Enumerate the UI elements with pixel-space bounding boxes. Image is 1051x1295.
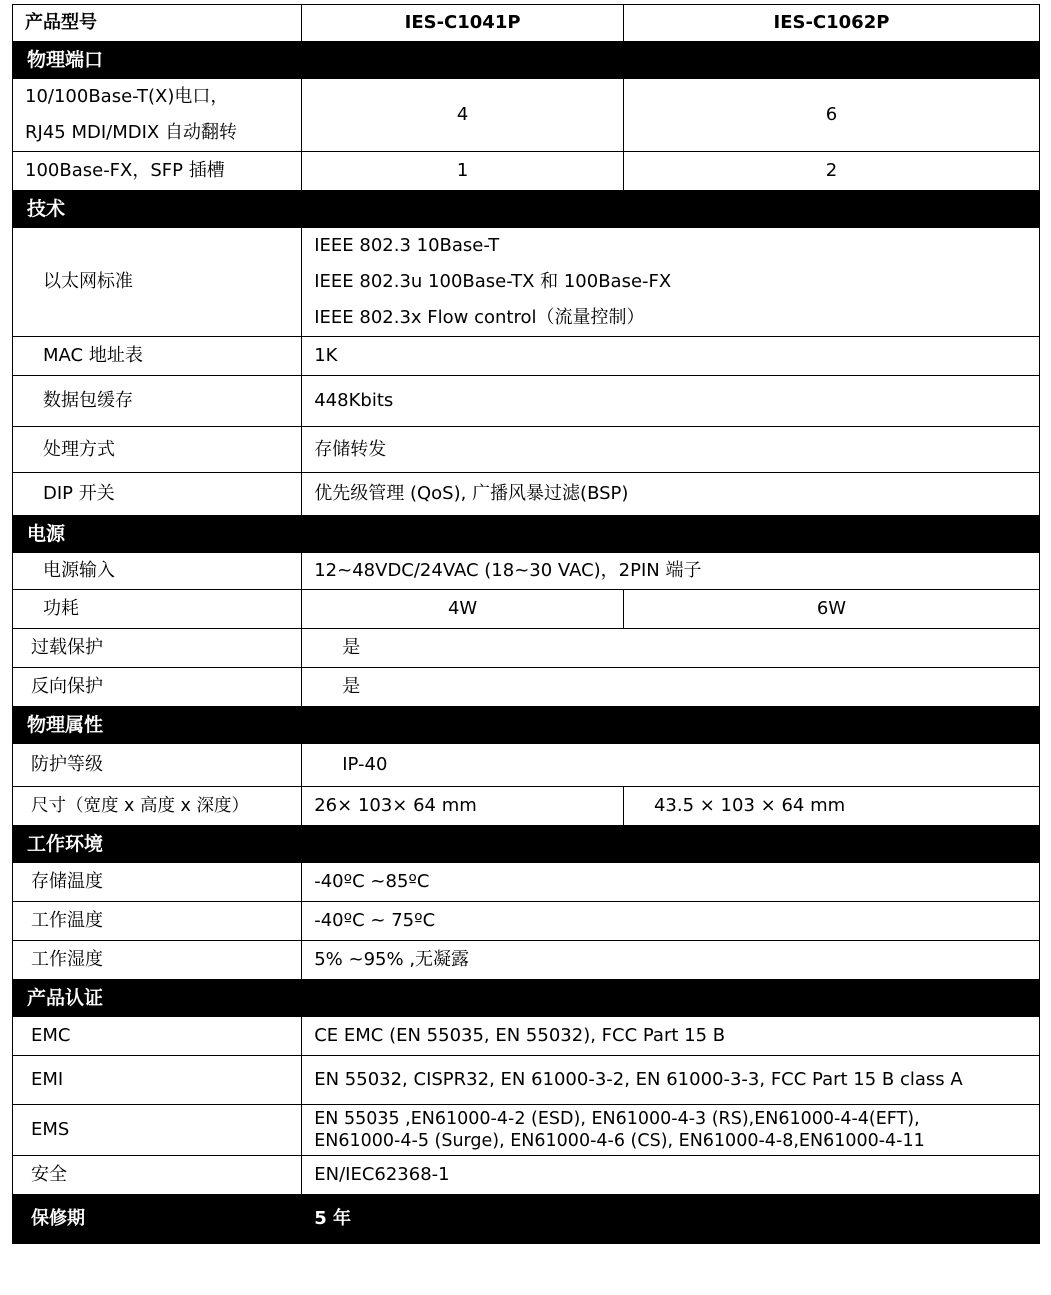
ip-rating-value: IP-40	[302, 744, 1040, 787]
ethernet-standard-label: 以太网标准	[13, 228, 302, 337]
sfp-slots-b: 2	[623, 152, 1039, 191]
dip-switch-value: 优先级管理 (QoS), 广播风暴过滤(BSP)	[302, 473, 1040, 516]
ethernet-standard-line: IEEE 802.3x Flow control（流量控制）	[314, 307, 645, 328]
ethernet-standard-line: IEEE 802.3 10Base-T	[314, 235, 500, 256]
row-dip-switch	[13, 473, 1040, 516]
row-reverse	[13, 668, 1040, 707]
reverse-label: 反向保护	[13, 668, 302, 707]
processing-value: 存储转发	[302, 427, 1040, 473]
warranty-value: 5 年	[302, 1195, 1040, 1244]
section-title: 物理端口	[13, 42, 1040, 79]
processing-label: 处理方式	[13, 427, 302, 473]
ems-value	[302, 1105, 1040, 1156]
storage-temp-value: -40ºC ~85ºC	[302, 863, 1040, 902]
emi-value: EN 55032, CISPR32, EN 61000-3-2, EN 61000-3-3, FCC Part 15 B class A	[302, 1056, 1040, 1105]
power-consumption-b: 6W	[623, 590, 1039, 629]
power-input-label: 电源输入	[13, 553, 302, 590]
storage-temp-label: 存储温度	[13, 863, 302, 902]
safety-value: EN/IEC62368-1	[302, 1156, 1040, 1195]
section-title: 工作环境	[13, 826, 1040, 863]
humidity-label: 工作湿度	[13, 941, 302, 980]
operating-temp-label: 工作温度	[13, 902, 302, 941]
ethernet-standard-value	[302, 228, 1040, 337]
row-dimensions	[13, 787, 1040, 826]
row-packet-buffer	[13, 376, 1040, 427]
emc-label: EMC	[13, 1017, 302, 1056]
section-certification	[13, 980, 1040, 1017]
row-ip-rating	[13, 744, 1040, 787]
reverse-value: 是	[302, 668, 1040, 707]
row-safety	[13, 1156, 1040, 1195]
power-input-value: 12~48VDC/24VAC (18~30 VAC)，2PIN 端子	[302, 553, 1040, 590]
mac-table-value: 1K	[302, 337, 1040, 376]
section-environment	[13, 826, 1040, 863]
section-title: 物理属性	[13, 707, 1040, 744]
row-warranty	[13, 1195, 1040, 1244]
model-b: IES-C1062P	[623, 5, 1039, 42]
row-humidity	[13, 941, 1040, 980]
row-overload	[13, 629, 1040, 668]
model-a: IES-C1041P	[302, 5, 624, 42]
warranty-label: 保修期	[13, 1195, 302, 1244]
ems-line: EN 55035 ,EN61000-4-2 (ESD), EN61000-4-3 (RS),EN61000-4-4(EFT),	[314, 1109, 920, 1129]
humidity-value: 5% ~95% ,无凝露	[302, 941, 1040, 980]
spec-table	[12, 4, 1040, 1244]
copper-ports-label-line: RJ45 MDI/MDIX 自动翻转	[25, 122, 237, 143]
ems-line: EN61000-4-5 (Surge), EN61000-4-6 (CS), EN61000-4-8,EN61000-4-11	[314, 1131, 925, 1151]
row-power-consumption	[13, 590, 1040, 629]
section-title: 技术	[13, 191, 1040, 228]
row-storage-temp	[13, 863, 1040, 902]
dimensions-label: 尺寸（宽度 x 高度 x 深度）	[13, 787, 302, 826]
dimensions-b: 43.5 × 103 × 64 mm	[623, 787, 1039, 826]
row-emc	[13, 1017, 1040, 1056]
power-consumption-label: 功耗	[13, 590, 302, 629]
copper-ports-label	[13, 79, 302, 152]
section-title: 产品认证	[13, 980, 1040, 1017]
power-consumption-a: 4W	[302, 590, 624, 629]
row-operating-temp	[13, 902, 1040, 941]
row-sfp-slots	[13, 152, 1040, 191]
copper-ports-a: 4	[302, 79, 624, 152]
packet-buffer-value: 448Kbits	[302, 376, 1040, 427]
section-physical-ports	[13, 42, 1040, 79]
safety-label: 安全	[13, 1156, 302, 1195]
header-row	[13, 5, 1040, 42]
packet-buffer-label: 数据包缓存	[13, 376, 302, 427]
copper-ports-b: 6	[623, 79, 1039, 152]
overload-label: 过载保护	[13, 629, 302, 668]
section-title: 电源	[13, 516, 1040, 553]
dimensions-a: 26× 103× 64 mm	[302, 787, 624, 826]
ip-rating-label: 防护等级	[13, 744, 302, 787]
section-physical-properties	[13, 707, 1040, 744]
emi-label: EMI	[13, 1056, 302, 1105]
sfp-slots-a: 1	[302, 152, 624, 191]
row-processing	[13, 427, 1040, 473]
row-mac-table	[13, 337, 1040, 376]
section-technology	[13, 191, 1040, 228]
section-power	[13, 516, 1040, 553]
row-power-input	[13, 553, 1040, 590]
copper-ports-label-line: 10/100Base-T(X)电口，	[25, 86, 229, 107]
header-label: 产品型号	[13, 5, 302, 42]
overload-value: 是	[302, 629, 1040, 668]
operating-temp-value: -40ºC ~ 75ºC	[302, 902, 1040, 941]
sfp-slots-label: 100Base-FX，SFP 插槽	[13, 152, 302, 191]
mac-table-label: MAC 地址表	[13, 337, 302, 376]
ethernet-standard-line: IEEE 802.3u 100Base-TX 和 100Base-FX	[314, 271, 672, 292]
row-emi	[13, 1056, 1040, 1105]
row-ems	[13, 1105, 1040, 1156]
row-ethernet-standard	[13, 228, 1040, 337]
ems-label: EMS	[13, 1105, 302, 1156]
row-copper-ports	[13, 79, 1040, 152]
dip-switch-label: DIP 开关	[13, 473, 302, 516]
emc-value: CE EMC (EN 55035, EN 55032), FCC Part 15 B	[302, 1017, 1040, 1056]
